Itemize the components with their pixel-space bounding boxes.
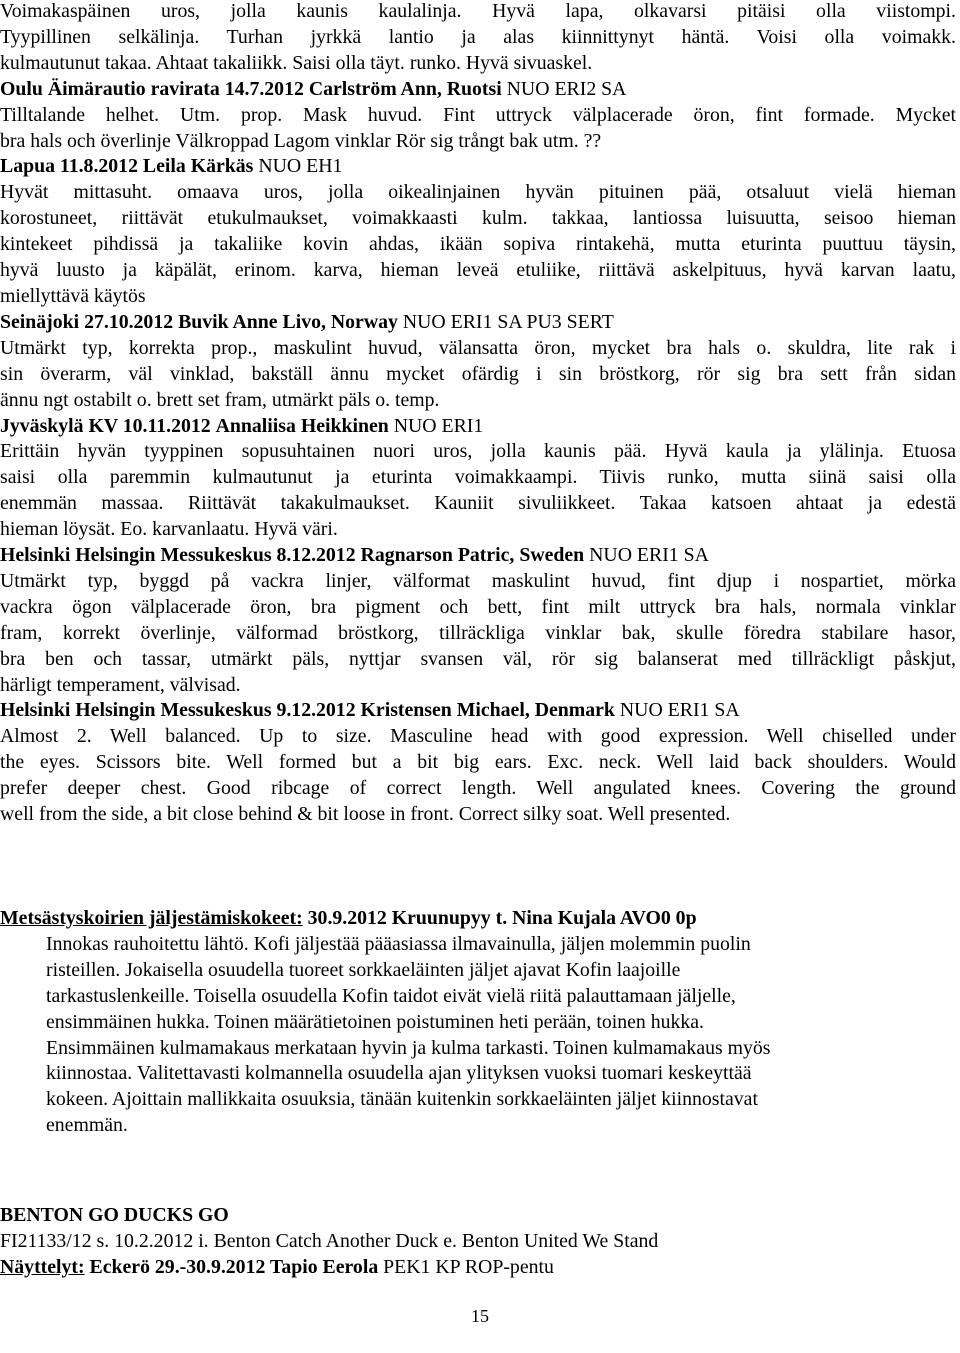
show-place-date: Helsinki Helsingin Messukeskus 9.12.2012 (0, 699, 356, 722)
show-place-date: Helsinki Helsingin Messukeskus 8.12.2012 (0, 544, 356, 567)
show-result: NUO EH1 (253, 155, 343, 178)
text-line: fram, korrekt överlinje, välformad bröstkorg, tillräckliga vinklar bak, skulle föredra stabilare hasor, (0, 621, 956, 644)
text-line: Tilltalande helhet. Utm. prop. Mask huvud. Fint uttryck välplacerade öron, fint formade. Mycket (0, 103, 956, 126)
trial-heading-details: 30.9.2012 Kruunupyy t. Nina Kujala AVO0 0p (302, 907, 697, 929)
text-line: well from the side, a bit close behind & bit loose in front. Correct silky soat. Well presented. (0, 803, 731, 826)
show-judge: Kristensen Michael, Denmark (360, 699, 615, 722)
show-judge: Ragnarson Patric, Sweden (360, 544, 585, 567)
text-line: tarkastuslenkeille. Toisella osuudella Kofin taidot eivät vielä riitä palauttamaan jäljelle, (46, 984, 736, 1007)
show-place-date: Lapua 11.8.2012 (0, 155, 138, 178)
text-line: hieman löysät. Eo. karvanlaatu. Hyvä väri. (0, 518, 338, 541)
page-number: 15 (471, 1306, 489, 1326)
text-line: enemmän massaa. Riittävät takakulmaukset. Kauniit sivuliikkeet. Takaa katsoen ahtaat ja edestä (0, 492, 956, 515)
show-heading (0, 543, 956, 569)
text-line: härligt temperament, välvisad. (0, 673, 241, 696)
show-result: NUO ERI1 SA PU3 SERT (397, 310, 614, 333)
text-line: kintekeet pihdissä ja takaliike kovin ahdas, ikään sopiva rintakehä, mutta eturinta puuttuu täysin, (0, 233, 956, 256)
show-place-date: Seinäjoki 27.10.2012 (0, 310, 174, 333)
show-judge: Carlström Ann, Ruotsi (308, 77, 502, 100)
show-place-date: Jyväskylä KV 10.11.2012 (0, 414, 211, 437)
text-line: hyvä luusto ja käpälät, erinom. karva, hieman leveä etuliike, riittävä askelpituus, hyvä karvan laatu, (0, 259, 956, 282)
show-judge: Leila Kärkäs (142, 155, 254, 178)
text-line: miellyttävä käytös (0, 284, 146, 307)
text-line: kulmautunut takaa. Ahtaat takaliikk. Saisi olla täyt. runko. Hyvä sivuaskel. (0, 51, 593, 74)
text-line: Utmärkt typ, byggd på vackra linjer, välformat maskulint huvud, fint djup i nospartiet, mörka (0, 569, 956, 592)
dog-registration: FI21133/12 s. 10.2.2012 i. Benton Catch Another Duck e. Benton United We Stand (0, 1229, 659, 1252)
text-line: kokeen. Ajoittain mallikkaita osuuksia, tänään kuitenkin sorkkaeläinten jäljet kiinnostavat (46, 1088, 758, 1111)
text-line: Erittäin hyvän tyyppinen sopusuhtainen nuori uros, jolla kaunis pää. Hyvä kaula ja ylälinja. Etuosa (0, 440, 956, 463)
text-line: ännu ngt ostabilt o. brett set fram, utmärkt päls o. temp. (0, 388, 440, 411)
shows-event: Eckerö 29.-30.9.2012 Tapio Eerola (84, 1255, 379, 1278)
shows-label: Näyttelyt: (0, 1255, 85, 1278)
text-line: sin överarm, väl vinklad, bakställ ännu mycket ofärdig i sin bröstkorg, rör sig bra sett från sidan (0, 362, 956, 385)
text-line: Almost 2. Well balanced. Up to size. Masculine head with good expression. Well chiselled under (0, 725, 956, 748)
dog-name: BENTON GO DUCKS GO (0, 1204, 229, 1226)
show-place-date: Oulu Äimärautio ravirata 14.7.2012 (0, 77, 304, 100)
show-result: NUO ERI1 (388, 414, 484, 437)
text-line: the eyes. Scissors bite. Well formed but a bit big ears. Exc. neck. Well laid back shoulders. Would (0, 751, 956, 774)
show-judge: Buvik Anne Livo, Norway (178, 310, 398, 333)
text-line: enemmän. (46, 1114, 128, 1137)
text-line: bra hals och överlinje Välkroppad Lagom vinklar Rör sig trångt bak utm. ?? (0, 129, 602, 152)
text-line: ensimmäinen hukka. Toinen määrätietoinen poistuminen heti perään, toinen hukka. (46, 1010, 704, 1033)
text-line: vackra ögon välplacerade öron, bra pigment och bett, fint milt uttryck bra hals, normala vinklar (0, 595, 956, 618)
shows-result: PEK1 KP ROP-pentu (378, 1255, 554, 1278)
text-line: saisi olla paremmin kulmautunut ja eturinta voimakkaampi. Tiivis runko, mutta siinä saisi olla (0, 466, 956, 489)
text-line: korostuneet, riittävät etukulmaukset, voimakkaasti kulm. takkaa, lantiossa luisuutta, seisoo hieman (0, 207, 956, 230)
show-result: NUO ERI1 SA (614, 699, 740, 722)
text-line: Voimakaspäinen uros, jolla kaunis kaulalinja. Hyvä lapa, olkavarsi pitäisi olla viistompi. (0, 0, 956, 22)
show-result: NUO ERI2 SA (501, 77, 627, 100)
text-line: Innokas rauhoitettu lähtö. Kofi jäljestää pääasiassa ilmavainulla, jäljen molemmin puolin (46, 932, 751, 955)
show-judge: Annaliisa Heikkinen (215, 414, 389, 437)
show-heading (0, 77, 956, 103)
show-heading (0, 414, 956, 440)
text-line: Utmärkt typ, korrekta prop., maskulint huvud, välansatta öron, mycket bra hals o. skuldra, lite rak i (0, 336, 956, 359)
text-line: kiinnostaa. Valitettavasti kolmannella osuudella ajan ylityksen vuoksi tuomari keskeyttää (46, 1062, 752, 1085)
show-heading (0, 310, 956, 336)
trial-heading (0, 906, 956, 932)
show-heading (0, 698, 956, 724)
trial-description (0, 932, 956, 1139)
tracking-trial-block (0, 906, 956, 1139)
trial-heading-label: Metsästyskoirien jäljestämiskokeet: (0, 907, 303, 929)
text-line: Ensimmäinen kulmamakaus merkataan hyvin ja kulma tarkasti. Toinen kulmamakaus myös (46, 1036, 771, 1059)
show-result: NUO ERI1 SA (584, 544, 709, 567)
show-heading (0, 154, 956, 180)
text-line: risteillen. Jokaisella osuudella tuoreet sorkkaeläinten jäljet ajavat Kofin laajoille (46, 958, 681, 981)
text-line: bra ben och tassar, utmärkt päls, nyttjar svansen väl, rör sig balanserat med tillräckligt påskjut, (0, 647, 956, 670)
text-line: Hyvät mittasuht. omaava uros, jolla oikealinjainen hyvän pituinen pää, otsaluut vielä hieman (0, 181, 956, 204)
text-line: prefer deeper chest. Good ribcage of correct length. Well angulated knees. Covering the ground (0, 777, 956, 800)
dog-entry-block (0, 1203, 956, 1281)
text-line: Tyypillinen selkälinja. Turhan jyrkkä lantio ja alas kiinnittynyt häntä. Voisi olla voimakk. (0, 25, 956, 48)
dog-shows (0, 1255, 956, 1281)
